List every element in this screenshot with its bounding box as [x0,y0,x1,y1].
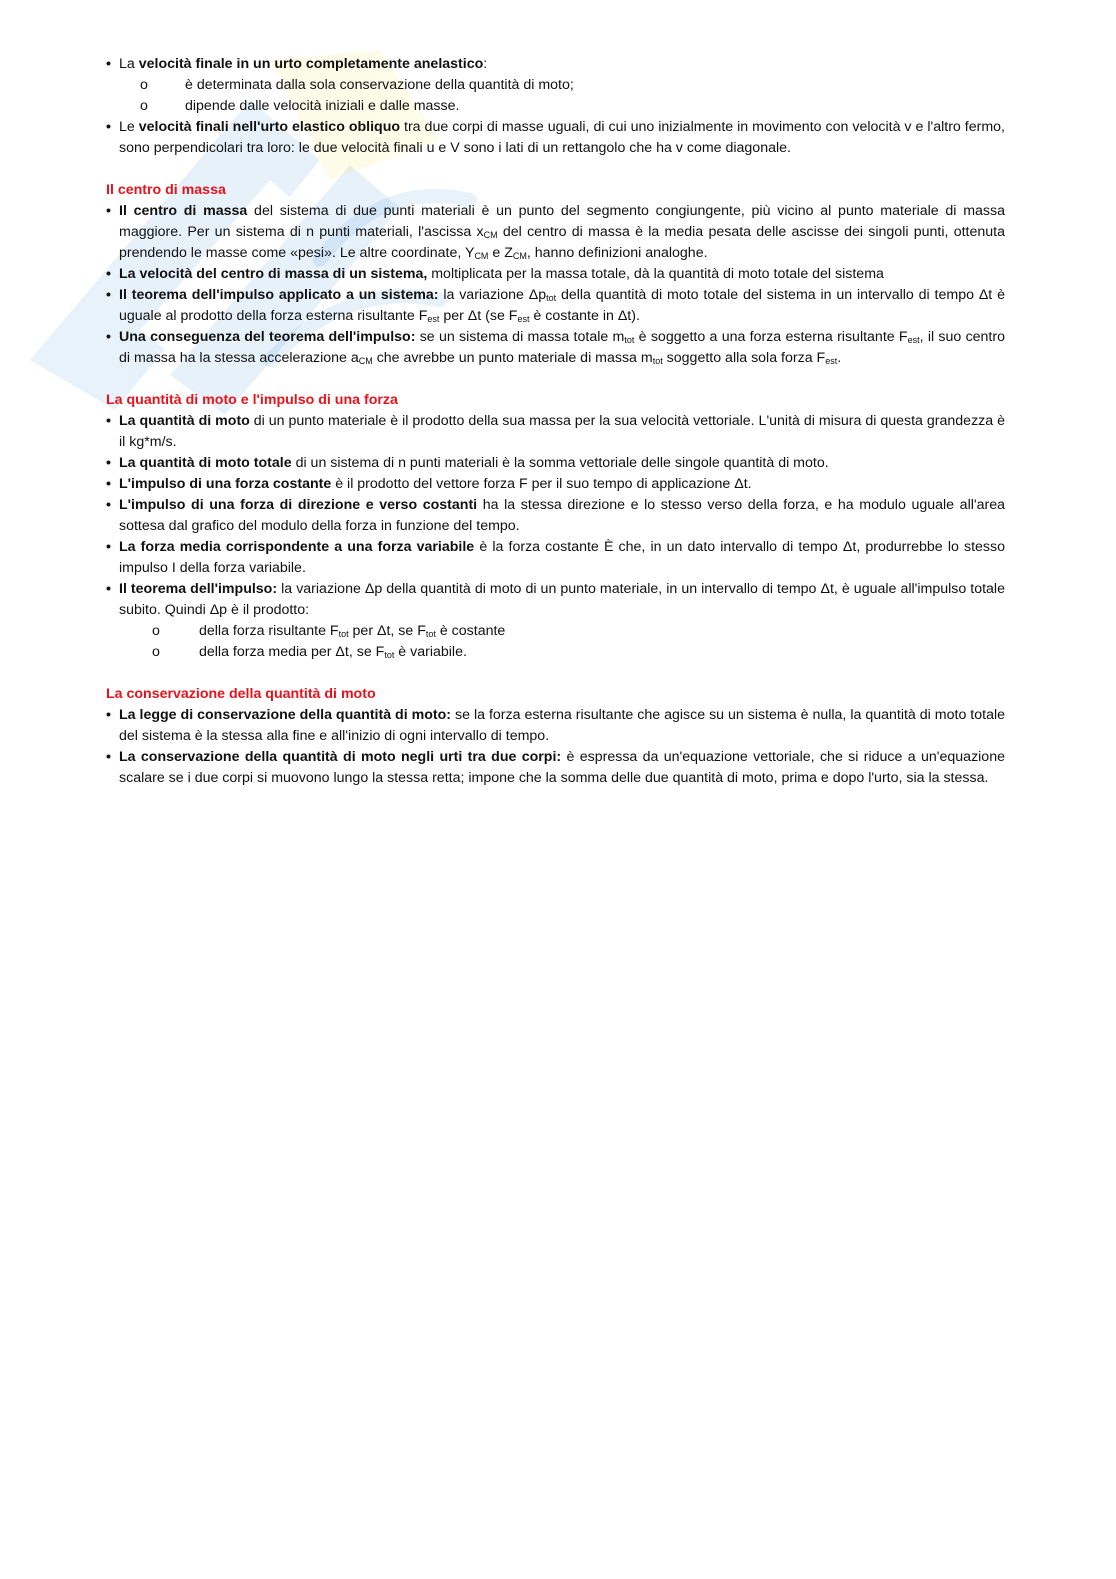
bullet-list [106,411,1005,663]
list-item: • L'impulso di una forza di direzione e verso costanti ha la stessa direzione e lo stesso verso della forza, e ha modulo uguale all'area sottesa dal grafico del modulo della forza in funzione del tempo. [106,495,1005,537]
bullet-list [106,705,1005,789]
sub-list-item: o della forza media per Δt, se $F_{tot}$ è variabile. [119,642,1005,663]
list-item: • La velocità finale in un urto completamente anelastico: o è determinata dalla sola conservazione della quantità di moto; o dipende dalle velocità iniziali e dalle masse. [106,54,1005,117]
list-item: • Una conseguenza del teorema dell'impulso: se un sistema di massa totale $m_{tot}$ è soggetto a una forza esterna risultante $F_{est}$, il suo centro di massa ha la stessa accelerazione $a_{CM}$ che avrebbe un punto materiale di massa $m_{tot}$ soggetto alla sola forza $F_{est}$. [106,327,1005,369]
section-centro-di-massa [106,180,1005,369]
list-item: • La conservazione della quantità di moto negli urti tra due corpi: è espressa da un'equazione vettoriale, che si riduce a un'equazione scalare se i due corpi si muovono lungo la stessa retta; impone che la somma delle due quantità di moto, prima e dopo l'urto, sia la stessa. [106,747,1005,789]
bullet-list [106,54,1005,159]
sub-list-item: o della forza risultante $F_{tot}$ per Δt, se $F_{tot}$ è costante [119,621,1005,642]
sub-list [119,75,1005,117]
list-item: • Il teorema dell'impulso applicato a un sistema: la variazione $\Delta p_{tot}$ della quantità di moto totale del sistema in un intervallo di tempo Δt è uguale al prodotto della forza esterna risultante $F_{est}$ per Δt (se $F_{est}$ è costante in Δt). [106,285,1005,327]
list-item: • La quantità di moto totale di un sistema di n punti materiali è la somma vettoriale delle singole quantità di moto. [106,453,1005,474]
sub-list-item: o è determinata dalla sola conservazione della quantità di moto; [119,75,1005,96]
section-quantita-di-moto [106,390,1005,663]
section-heading: La quantità di moto e l'impulso di una forza [106,392,398,408]
document-page [106,54,1005,789]
sub-list-item: o dipende dalle velocità iniziali e dalle masse. [119,96,1005,117]
section-heading: La conservazione della quantità di moto [106,686,376,702]
list-item: • La quantità di moto di un punto materiale è il prodotto della sua massa per la sua velocità vettoriale. L'unità di misura di questa grandezza è il kg*m/s. [106,411,1005,453]
section-heading: Il centro di massa [106,182,226,198]
list-item: • L'impulso di una forza costante è il prodotto del vettore forza F per il suo tempo di applicazione Δt. [106,474,1005,495]
list-item: • La forza media corrispondente a una forza variabile è la forza costante È che, in un dato intervallo di tempo Δt, produrrebbe lo stesso impulso I della forza variabile. [106,537,1005,579]
section-urti [106,54,1005,159]
section-conservazione [106,684,1005,789]
list-item: • Le velocità finali nell'urto elastico obliquo tra due corpi di masse uguali, di cui uno inizialmente in movimento con velocità v e l'altro fermo, sono perpendicolari tra loro: le due velocità finali u e V sono i lati di un rettangolo che ha v come diagonale. [106,117,1005,159]
list-item: • Il centro di massa del sistema di due punti materiali è un punto del segmento congiungente, più vicino al punto materiale di massa maggiore. Per un sistema di n punti materiali, l'ascissa $x_{CM}$ del centro di massa è la media pesata delle ascisse dei singoli punti, ottenuta prendendo le masse come «pesi». Le altre coordinate, $Y_{CM}$ e $Z_{CM}$, hanno definizioni analoghe. [106,201,1005,264]
list-item: • La legge di conservazione della quantità di moto: se la forza esterna risultante che agisce su un sistema è nulla, la quantità di moto totale del sistema è la stessa alla fine e all'inizio di ogni intervallo di tempo. [106,705,1005,747]
sub-list [119,621,1005,663]
list-item: • La velocità del centro di massa di un sistema, moltiplicata per la massa totale, dà la quantità di moto totale del sistema [106,264,1005,285]
bullet-list [106,201,1005,369]
list-item: • Il teorema dell'impulso: la variazione Δp della quantità di moto di un punto materiale, in un intervallo di tempo Δt, è uguale all'impulso totale subito. Quindi Δp è il prodotto: o della forza risultante $F_{tot}$ per Δt, se $F_{tot}$ è costante o della forza media per Δt, se $F_{tot}$ è variabile. [106,579,1005,663]
